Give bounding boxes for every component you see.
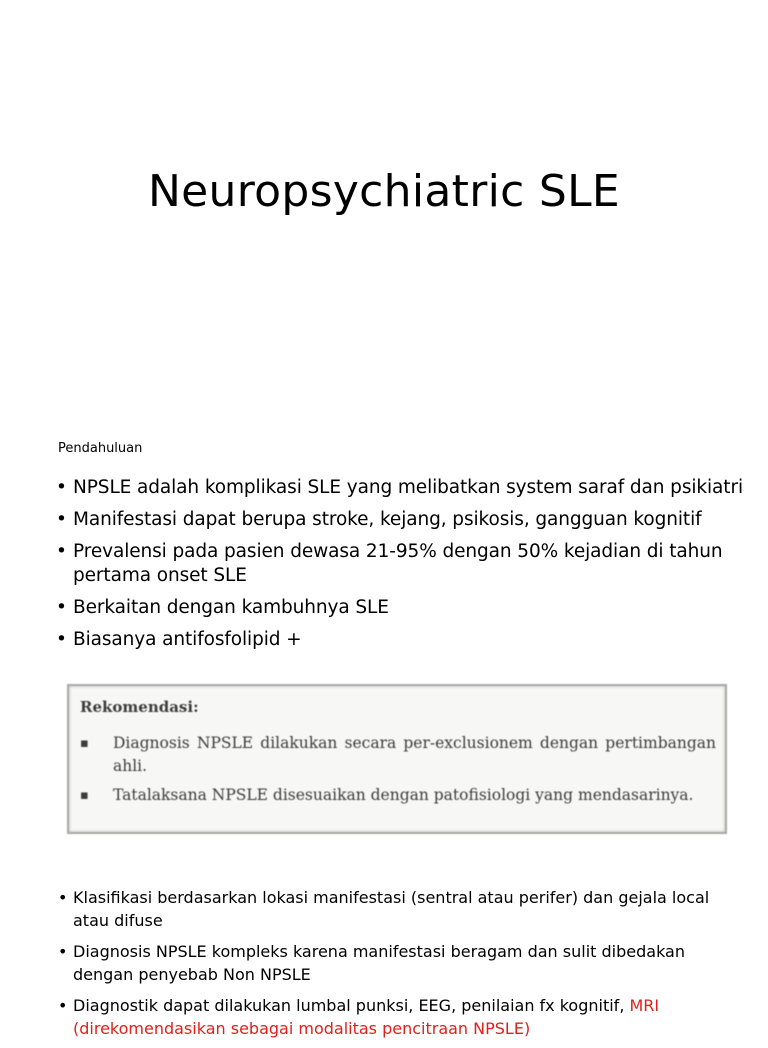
bullet-item-diagnostic <box>58 994 738 1040</box>
bullet-item: • Berkaitan dengan kambuhnya SLE <box>56 596 746 620</box>
recommendation-list <box>80 732 716 813</box>
bullet-item: • NPSLE adalah komplikasi SLE yang melibatkan system saraf dan psikiatri <box>56 476 746 500</box>
bullet-item: • Manifestasi dapat berupa stroke, kejang, psikosis, gangguan kognitif <box>56 508 746 532</box>
highlighted-text: MRI (direkomendasikan sebagai modalitas pencitraan NPSLE) <box>73 996 660 1038</box>
recommendation-box <box>67 684 727 834</box>
bullet-item: • Diagnosis NPSLE kompleks karena manifestasi beragam dan sulit dibedakan dengan penyebab Non NPSLE <box>58 940 738 986</box>
bullet-item: • Prevalensi pada pasien dewasa 21-95% dengan 50% kejadian di tahun pertama onset SLE <box>56 540 746 588</box>
recommendation-title: Rekomendasi: <box>80 698 199 716</box>
section-label: Pendahuluan <box>58 441 143 456</box>
intro-bullet-list <box>56 476 746 660</box>
bullet-item: • Klasifikasi berdasarkan lokasi manifestasi (sentral atau perifer) dan gejala local atau difuse <box>58 886 738 932</box>
recommendation-item: ▪ Tatalaksana NPSLE disesuaikan dengan patofisiologi yang mendasarinya. <box>80 784 716 807</box>
recommendation-item: ▪ Diagnosis NPSLE dilakukan secara per-exclusionem dengan pertimbangan ahli. <box>80 732 716 778</box>
bullet-text: Diagnostik dapat dilakukan lumbal punksi, EEG, penilaian fx kognitif, <box>73 996 630 1015</box>
slide-title: Neuropsychiatric SLE <box>147 166 621 217</box>
bullet-item: • Biasanya antifosfolipid + <box>56 628 746 652</box>
